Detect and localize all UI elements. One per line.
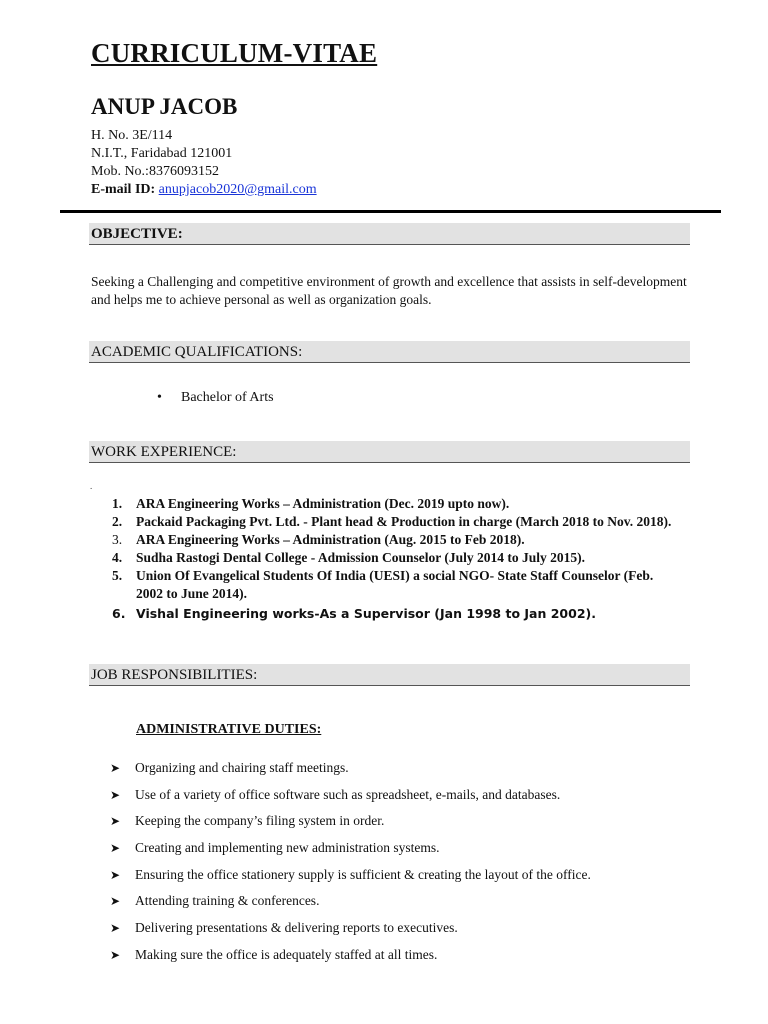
work-item-text: ARA Engineering Works – Administration (Dec. 2019 upto now). <box>136 496 510 511</box>
arrow-bullet-icon: ➤ <box>110 894 121 909</box>
contact-block <box>91 127 317 199</box>
duty-item <box>110 946 591 973</box>
email-label: E-mail ID: <box>91 182 159 197</box>
candidate-name: ANUP JACOB <box>91 94 238 119</box>
work-item <box>112 531 672 549</box>
duty-text: Delivering presentations & delivering reports to executives. <box>135 920 458 936</box>
administrative-duties-heading: ADMINISTRATIVE DUTIES: <box>136 722 322 737</box>
duty-text: Ensuring the office stationery supply is sufficient & creating the layout of the office. <box>135 866 591 882</box>
work-experience-list <box>112 495 672 623</box>
mobile-number: Mob. No.:8376093152 <box>91 164 219 179</box>
work-item <box>112 513 672 531</box>
work-item-text: Sudha Rastogi Dental College - Admission Counselor (July 2014 to July 2015). <box>136 550 586 565</box>
objective-text: Seeking a Challenging and competitive environment of growth and excellence that assists in self-development and helps me to achieve personal as well as organization goals. <box>91 274 687 307</box>
header-divider <box>60 210 721 213</box>
duty-text: Making sure the office is adequately staffed at all times. <box>135 946 438 962</box>
arrow-bullet-icon: ➤ <box>110 947 121 962</box>
address-line-1: H. No. 3E/114 <box>91 128 173 143</box>
email-link[interactable]: anupjacob2020@gmail.com <box>158 182 317 197</box>
section-objective: OBJECTIVE: <box>89 223 690 245</box>
work-item <box>112 567 672 603</box>
duty-item <box>110 919 591 946</box>
work-item <box>112 605 672 623</box>
duty-text: Keeping the company’s filing system in order. <box>135 813 385 829</box>
duty-text: Creating and implementing new administration systems. <box>135 840 440 856</box>
arrow-bullet-icon: ➤ <box>110 867 121 882</box>
duties-list <box>110 759 591 973</box>
work-item-text: Vishal Engineering works-As a Supervisor (Jan 1998 to Jan 2002). <box>136 606 596 621</box>
address-line-2: N.I.T., Faridabad 121001 <box>91 146 233 161</box>
arrow-bullet-icon: ➤ <box>110 841 121 856</box>
work-item-number: 2. <box>112 514 123 529</box>
section-job-responsibilities: JOB RESPONSIBILITIES: <box>89 664 690 686</box>
academic-item: • Bachelor of Arts <box>157 390 274 406</box>
work-item-number: 5. <box>112 568 123 583</box>
duty-item <box>110 786 591 813</box>
duty-text: Attending training & conferences. <box>135 893 320 909</box>
email-row <box>91 181 317 199</box>
duty-item <box>110 892 591 919</box>
section-work-experience: WORK EXPERIENCE: <box>89 441 690 463</box>
section-academic-qualifications: ACADEMIC QUALIFICATIONS: <box>89 341 690 363</box>
stray-mark: . <box>90 481 93 491</box>
work-item-text: Union Of Evangelical Students Of India (UESI) a social NGO- State Staff Counselor (Feb. 2002 to June 2014). <box>136 568 654 601</box>
work-item-text: Packaid Packaging Pvt. Ltd. - Plant head & Production in charge (March 2018 to Nov. 2018). <box>136 514 672 529</box>
work-item-number: 1. <box>112 496 123 511</box>
duty-text: Organizing and chairing staff meetings. <box>135 760 349 775</box>
duty-item <box>110 812 591 839</box>
work-item <box>112 495 672 513</box>
work-item-number: 4. <box>112 550 123 565</box>
work-item-number: 6. <box>112 606 126 621</box>
duty-item <box>110 839 591 866</box>
work-item-number: 3. <box>112 532 123 547</box>
work-item-text: ARA Engineering Works – Administration (Aug. 2015 to Feb 2018). <box>136 532 525 547</box>
arrow-bullet-icon: ➤ <box>110 814 121 829</box>
duty-item <box>110 759 591 786</box>
duty-text: Use of a variety of office software such as spreadsheet, e-mails, and databases. <box>135 786 561 802</box>
arrow-bullet-icon: ➤ <box>110 787 121 802</box>
arrow-bullet-icon: ➤ <box>110 761 121 775</box>
academic-list <box>157 390 274 406</box>
work-item <box>112 549 672 567</box>
duty-item <box>110 866 591 893</box>
arrow-bullet-icon: ➤ <box>110 921 121 936</box>
document-title: CURRICULUM-VITAE <box>91 38 378 68</box>
